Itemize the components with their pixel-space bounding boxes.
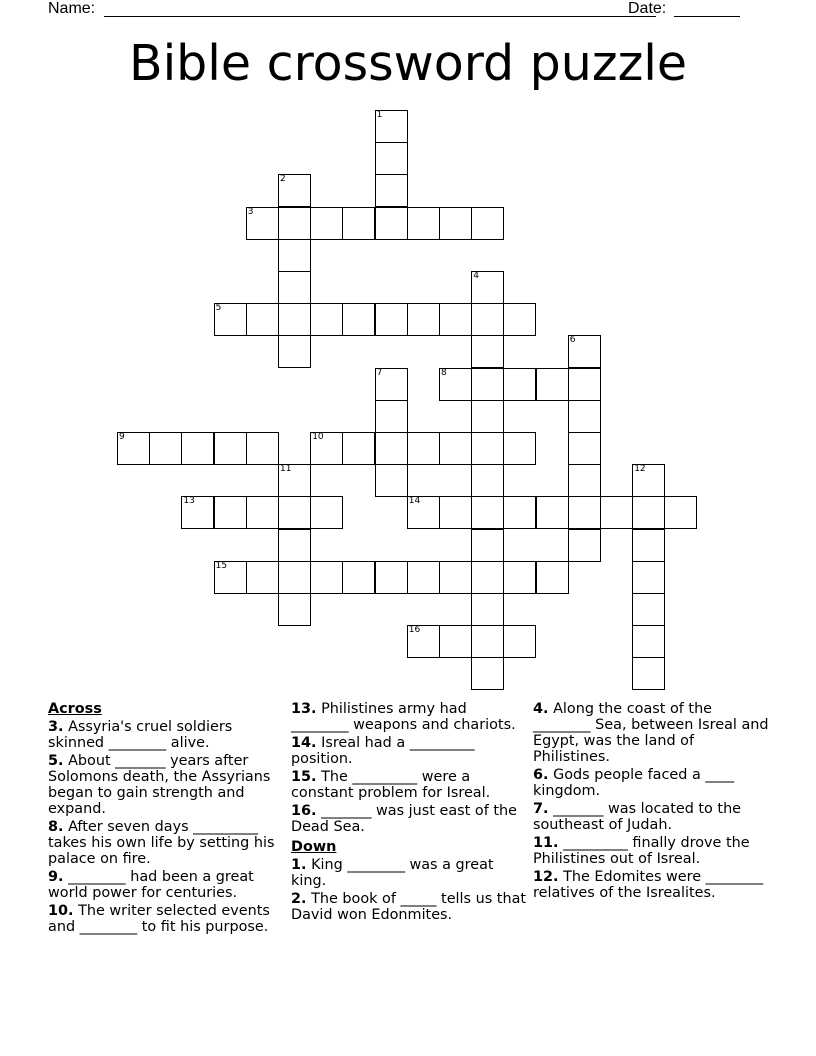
grid-cell[interactable] xyxy=(310,496,343,529)
clue-number: 14. xyxy=(291,735,317,751)
grid-cell[interactable] xyxy=(632,529,665,562)
clue-text: King ________ was a great king. xyxy=(291,857,494,889)
grid-cell[interactable] xyxy=(536,561,569,594)
grid-cell[interactable] xyxy=(278,271,311,304)
grid-cell[interactable] xyxy=(503,496,536,529)
clue-text: The writer selected events and ________ to fit his purpose. xyxy=(48,903,270,935)
grid-cell[interactable] xyxy=(503,432,536,465)
grid-cell[interactable] xyxy=(471,303,504,336)
grid-cell[interactable] xyxy=(246,432,279,465)
grid-cell[interactable] xyxy=(375,142,408,175)
across-clue xyxy=(48,753,284,817)
grid-cell[interactable] xyxy=(278,464,311,497)
grid-cell[interactable] xyxy=(503,625,536,658)
across-clue xyxy=(48,903,284,935)
grid-cell[interactable] xyxy=(600,496,633,529)
grid-cell[interactable] xyxy=(471,496,504,529)
clue-number: 13. xyxy=(291,701,317,717)
grid-cell[interactable] xyxy=(471,432,504,465)
grid-cell[interactable] xyxy=(278,496,311,529)
grid-cell[interactable] xyxy=(342,303,375,336)
grid-cell[interactable] xyxy=(471,368,504,401)
cell-number: 13 xyxy=(183,496,195,507)
down-clue xyxy=(533,869,769,901)
grid-cell[interactable] xyxy=(246,207,279,240)
grid-cell[interactable] xyxy=(407,207,440,240)
cell-number: 8 xyxy=(441,367,447,378)
cell-number: 2 xyxy=(280,174,286,185)
grid-cell[interactable] xyxy=(439,561,472,594)
across-clue xyxy=(48,819,284,867)
clue-number: 9. xyxy=(48,869,64,885)
across-clue xyxy=(48,719,284,751)
grid-cell[interactable] xyxy=(214,496,247,529)
grid-cell[interactable] xyxy=(375,561,408,594)
grid-cell[interactable] xyxy=(568,496,601,529)
cell-number: 7 xyxy=(376,367,383,378)
grid-cell[interactable] xyxy=(246,496,279,529)
grid-cell[interactable] xyxy=(471,400,504,433)
down-heading: Down xyxy=(291,839,337,855)
grid-cell[interactable] xyxy=(310,303,343,336)
clue-number: 12. xyxy=(533,869,559,885)
down-clue xyxy=(533,835,769,867)
across-clue xyxy=(291,701,527,733)
grid-cell[interactable] xyxy=(246,561,279,594)
grid-cell[interactable] xyxy=(568,335,601,368)
date-field[interactable] xyxy=(674,16,740,17)
grid-cell[interactable] xyxy=(632,593,665,626)
grid-cell[interactable] xyxy=(117,432,150,465)
grid-cell[interactable] xyxy=(278,303,311,336)
clue-text: Philistines army had ________ weapons and chariots. xyxy=(291,701,516,733)
grid-cell[interactable] xyxy=(503,368,536,401)
cell-number: 9 xyxy=(119,432,125,442)
name-label: Name: xyxy=(48,0,96,17)
grid-cell[interactable] xyxy=(375,432,408,465)
grid-cell[interactable] xyxy=(471,271,504,304)
clue-number: 8. xyxy=(48,819,64,835)
clue-number: 4. xyxy=(533,701,549,717)
grid-cell[interactable] xyxy=(439,368,472,401)
grid-cell[interactable] xyxy=(214,432,247,465)
clues-column-3 xyxy=(533,701,769,901)
grid-cell[interactable] xyxy=(278,561,311,594)
cell-number: 1 xyxy=(376,110,383,120)
down-clue xyxy=(533,767,769,799)
grid-cell[interactable] xyxy=(310,207,343,240)
grid-cell[interactable] xyxy=(632,464,665,497)
grid-cell[interactable] xyxy=(407,432,440,465)
grid-cell[interactable] xyxy=(149,432,182,465)
grid-cell[interactable] xyxy=(278,239,311,272)
grid-cell[interactable] xyxy=(664,496,697,529)
clue-number: 5. xyxy=(48,753,64,769)
cell-number: 3 xyxy=(247,206,254,217)
grid-cell[interactable] xyxy=(214,303,247,336)
grid-cell[interactable] xyxy=(407,625,440,658)
clue-text: Assyria's cruel soldiers skinned ________ alive. xyxy=(48,719,233,751)
clue-text: Isreal had a _________ position. xyxy=(291,735,475,767)
cell-number: 4 xyxy=(473,271,479,281)
date-label: Date: xyxy=(628,0,667,17)
grid-cell[interactable] xyxy=(310,432,343,465)
grid-cell[interactable] xyxy=(632,625,665,658)
grid-cell[interactable] xyxy=(278,335,311,368)
cell-number: 5 xyxy=(215,303,222,314)
clue-text: The Edomites were ________ relatives of the Isrealites. xyxy=(533,869,764,901)
clue-number: 2. xyxy=(291,891,307,907)
cell-number: 16 xyxy=(408,625,421,636)
worksheet-header xyxy=(48,0,748,20)
clue-text: The book of _____ tells us that David won Edonmites. xyxy=(291,891,527,923)
across-clue xyxy=(48,869,284,901)
grid-cell[interactable] xyxy=(439,432,472,465)
grid-cell[interactable] xyxy=(439,303,472,336)
grid-cell[interactable] xyxy=(278,593,311,626)
grid-cell[interactable] xyxy=(181,496,214,529)
grid-cell[interactable] xyxy=(278,207,311,240)
grid-cell[interactable] xyxy=(568,529,601,562)
down-clue xyxy=(533,801,769,833)
grid-cell[interactable] xyxy=(568,464,601,497)
grid-cell[interactable] xyxy=(568,432,601,465)
grid-cell[interactable] xyxy=(278,174,311,207)
grid-cell[interactable] xyxy=(536,368,569,401)
grid-cell[interactable] xyxy=(407,303,440,336)
clue-text: _______ was just east of the Dead Sea. xyxy=(291,803,517,835)
grid-cell[interactable] xyxy=(471,657,504,690)
clue-text: ________ had been a great world power for centuries. xyxy=(48,869,254,901)
puzzle-title: Bible crossword puzzle xyxy=(128,35,688,92)
cell-number: 10 xyxy=(312,432,324,442)
down-clue xyxy=(533,701,769,765)
grid-cell[interactable] xyxy=(375,207,408,240)
grid-cell[interactable] xyxy=(536,496,569,529)
cell-number: 12 xyxy=(634,464,646,475)
across-clue xyxy=(291,735,527,767)
clue-text: About _______ years after Solomons death, the Assyrians began to gain strength and expand. xyxy=(48,753,271,817)
clue-number: 11. xyxy=(533,835,559,851)
grid-cell[interactable] xyxy=(503,303,536,336)
grid-cell[interactable] xyxy=(503,561,536,594)
grid-cell[interactable] xyxy=(568,400,601,433)
clue-text: _______ was located to the southeast of Judah. xyxy=(533,801,742,833)
clue-number: 7. xyxy=(533,801,549,817)
clue-text: Gods people faced a ____ kingdom. xyxy=(533,767,735,799)
cell-number: 6 xyxy=(569,335,576,346)
grid-cell[interactable] xyxy=(278,529,311,562)
grid-cell[interactable] xyxy=(471,593,504,626)
grid-cell[interactable] xyxy=(342,207,375,240)
clue-number: 6. xyxy=(533,767,549,783)
grid-cell[interactable] xyxy=(310,561,343,594)
grid-cell[interactable] xyxy=(568,368,601,401)
clue-number: 3. xyxy=(48,719,64,735)
grid-cell[interactable] xyxy=(439,625,472,658)
clue-text: _________ finally drove the Philistines out of Isreal. xyxy=(533,835,750,867)
grid-cell[interactable] xyxy=(471,335,504,368)
across-clue xyxy=(291,769,527,801)
clue-text: Along the coast of the ________ Sea, between Isreal and Egypt, was the land of Philistines. xyxy=(533,701,769,765)
name-field[interactable] xyxy=(104,16,656,17)
clue-text: The _________ were a constant problem for Isreal. xyxy=(291,769,491,801)
grid-cell[interactable] xyxy=(375,303,408,336)
clue-number: 10. xyxy=(48,903,74,919)
grid-cell[interactable] xyxy=(407,496,440,529)
grid-cell[interactable] xyxy=(181,432,214,465)
grid-cell[interactable] xyxy=(375,368,408,401)
grid-cell[interactable] xyxy=(632,561,665,594)
grid-cell[interactable] xyxy=(407,561,440,594)
clues-column-1 xyxy=(48,701,284,935)
grid-cell[interactable] xyxy=(471,529,504,562)
cell-number: 11 xyxy=(280,464,292,475)
grid-cell[interactable] xyxy=(214,561,247,594)
clue-number: 16. xyxy=(291,803,317,819)
grid-cell[interactable] xyxy=(375,174,408,207)
clues-column-2 xyxy=(291,701,527,923)
clue-number: 15. xyxy=(291,769,317,785)
across-heading: Across xyxy=(48,701,102,717)
cell-number: 14 xyxy=(408,496,421,507)
grid-cell[interactable] xyxy=(246,303,279,336)
grid-cell[interactable] xyxy=(439,207,472,240)
grid-cell[interactable] xyxy=(439,496,472,529)
grid-cell[interactable] xyxy=(342,561,375,594)
down-clue xyxy=(291,891,527,923)
clue-text: After seven days _________ takes his own life by setting his palace on fire. xyxy=(48,819,275,867)
across-clue xyxy=(291,803,527,835)
grid-cell[interactable] xyxy=(471,207,504,240)
grid-cell[interactable] xyxy=(375,110,408,143)
grid-cell[interactable] xyxy=(632,657,665,690)
grid-cell[interactable] xyxy=(471,464,504,497)
grid-cell[interactable] xyxy=(471,625,504,658)
grid-cell[interactable] xyxy=(375,400,408,433)
grid-cell[interactable] xyxy=(342,432,375,465)
clue-number: 1. xyxy=(291,857,307,873)
grid-cell[interactable] xyxy=(375,464,408,497)
grid-cell[interactable] xyxy=(471,561,504,594)
down-clue xyxy=(291,857,527,889)
grid-cell[interactable] xyxy=(632,496,665,529)
cell-number: 15 xyxy=(215,560,228,571)
